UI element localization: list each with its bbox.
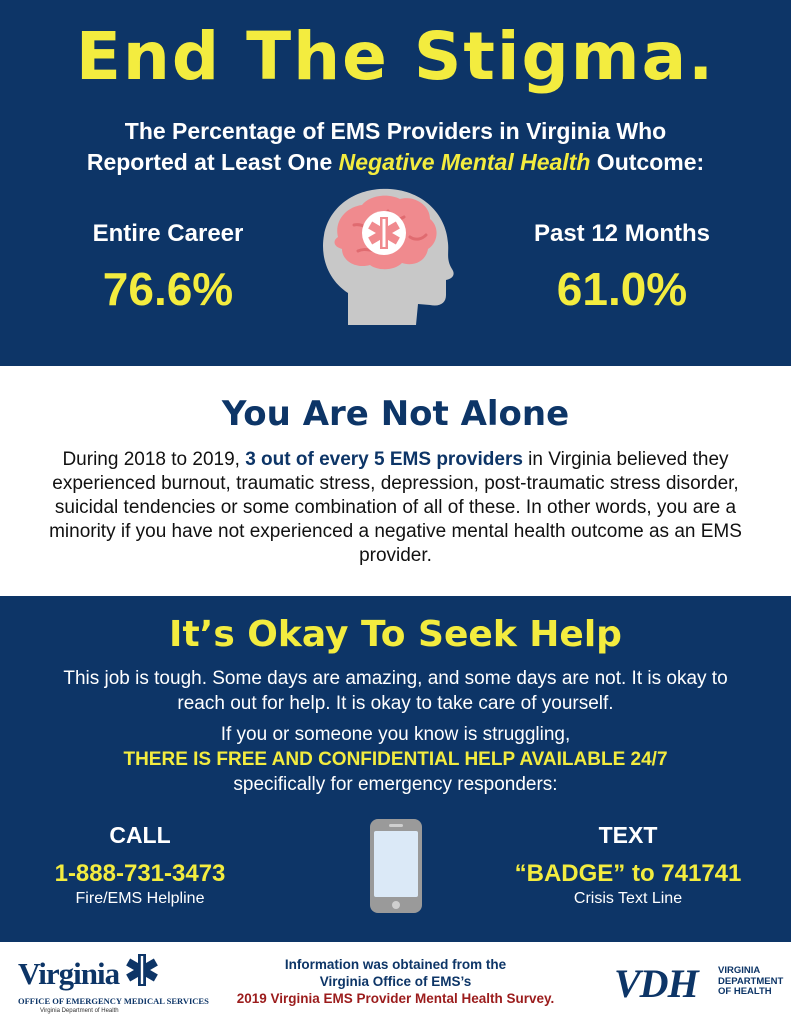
- subtitle-highlight: Negative Mental Health: [338, 149, 591, 175]
- not-alone-text: [48, 448, 743, 568]
- vdh-name: [718, 966, 783, 998]
- not-alone-text-post: in Virginia believed they experienced burnout, traumatic stress, depression, post-traumatic stress disorder, suicidal tendencies or some combination of all of these. In other words, you are a minority if you have not experienced a negative mental health outcome as an EMS provider.: [49, 449, 742, 566]
- footer: [0, 942, 791, 1024]
- seek-help-title: It’s Okay To Seek Help: [169, 614, 622, 655]
- va-logo-word: Virginia: [18, 956, 120, 991]
- entire-career-label: Entire Career: [92, 220, 244, 247]
- source-line-1: Information was obtained from the: [284, 957, 507, 972]
- subtitle-line-2-post: Outcome:: [590, 149, 705, 175]
- text-description: Crisis Text Line: [573, 890, 683, 907]
- virginia-oems-logo: [18, 948, 209, 1018]
- subtitle-line-2: [40, 147, 751, 178]
- text-heading: TEXT: [598, 822, 658, 848]
- past-12-months-value: 61.0%: [556, 263, 688, 315]
- source-line-2: Virginia Office of EMS’s: [319, 974, 472, 989]
- source-note: [190, 956, 601, 1007]
- help-available-text: [50, 722, 741, 797]
- vdh-name-line-2: DEPARTMENT: [718, 975, 784, 987]
- source-survey: 2019 Virginia EMS Provider Mental Health Survey.: [236, 991, 555, 1006]
- stigma-section: [0, 0, 791, 366]
- vdh-logo: [614, 960, 784, 1010]
- not-alone-section: [0, 366, 791, 596]
- not-alone-highlight: 3 out of every 5 EMS providers: [245, 449, 523, 470]
- stats-subtitle: [40, 116, 751, 178]
- past-12-months-label: Past 12 Months: [533, 220, 711, 247]
- va-logo-office: OFFICE OF EMERGENCY MEDICAL SERVICES: [18, 996, 209, 1006]
- not-alone-text-pre: During 2018 to 2019,: [62, 449, 246, 470]
- entire-career-value: 76.6%: [102, 263, 234, 315]
- call-heading: CALL: [109, 822, 171, 848]
- head-brain-icon: [318, 185, 458, 340]
- va-logo-dept: Virginia Department of Health: [40, 1008, 119, 1014]
- help-line-3: specifically for emergency responders:: [233, 774, 558, 795]
- call-description: Fire/EMS Helpline: [75, 890, 205, 907]
- page-title: End The Stigma.: [75, 18, 716, 95]
- smartphone-icon: [369, 818, 423, 914]
- vdh-name-line-1: VIRGINIA: [718, 965, 761, 976]
- seek-help-paragraph: This job is tough. Some days are amazing, and some days are not. It is okay to reach out for help. It is okay to take care of yourself.: [63, 668, 728, 714]
- help-line-2: THERE IS FREE AND CONFIDENTIAL HELP AVAILABLE 24/7: [123, 749, 668, 770]
- text-number[interactable]: “BADGE” to 741741: [514, 860, 742, 887]
- not-alone-title: You Are Not Alone: [221, 394, 570, 434]
- vdh-abbr: VDH: [614, 961, 698, 1006]
- call-number[interactable]: 1-888-731-3473: [54, 860, 226, 887]
- help-line-1: If you or someone you know is struggling,: [220, 724, 571, 745]
- subtitle-line-2-pre: Reported at Least One: [86, 149, 339, 175]
- star-of-life-icon: [124, 950, 160, 990]
- seek-help-section: [0, 596, 791, 942]
- subtitle-line-1: The Percentage of EMS Providers in Virginia Who: [124, 118, 667, 144]
- vdh-name-line-3: OF HEALTH: [718, 986, 772, 997]
